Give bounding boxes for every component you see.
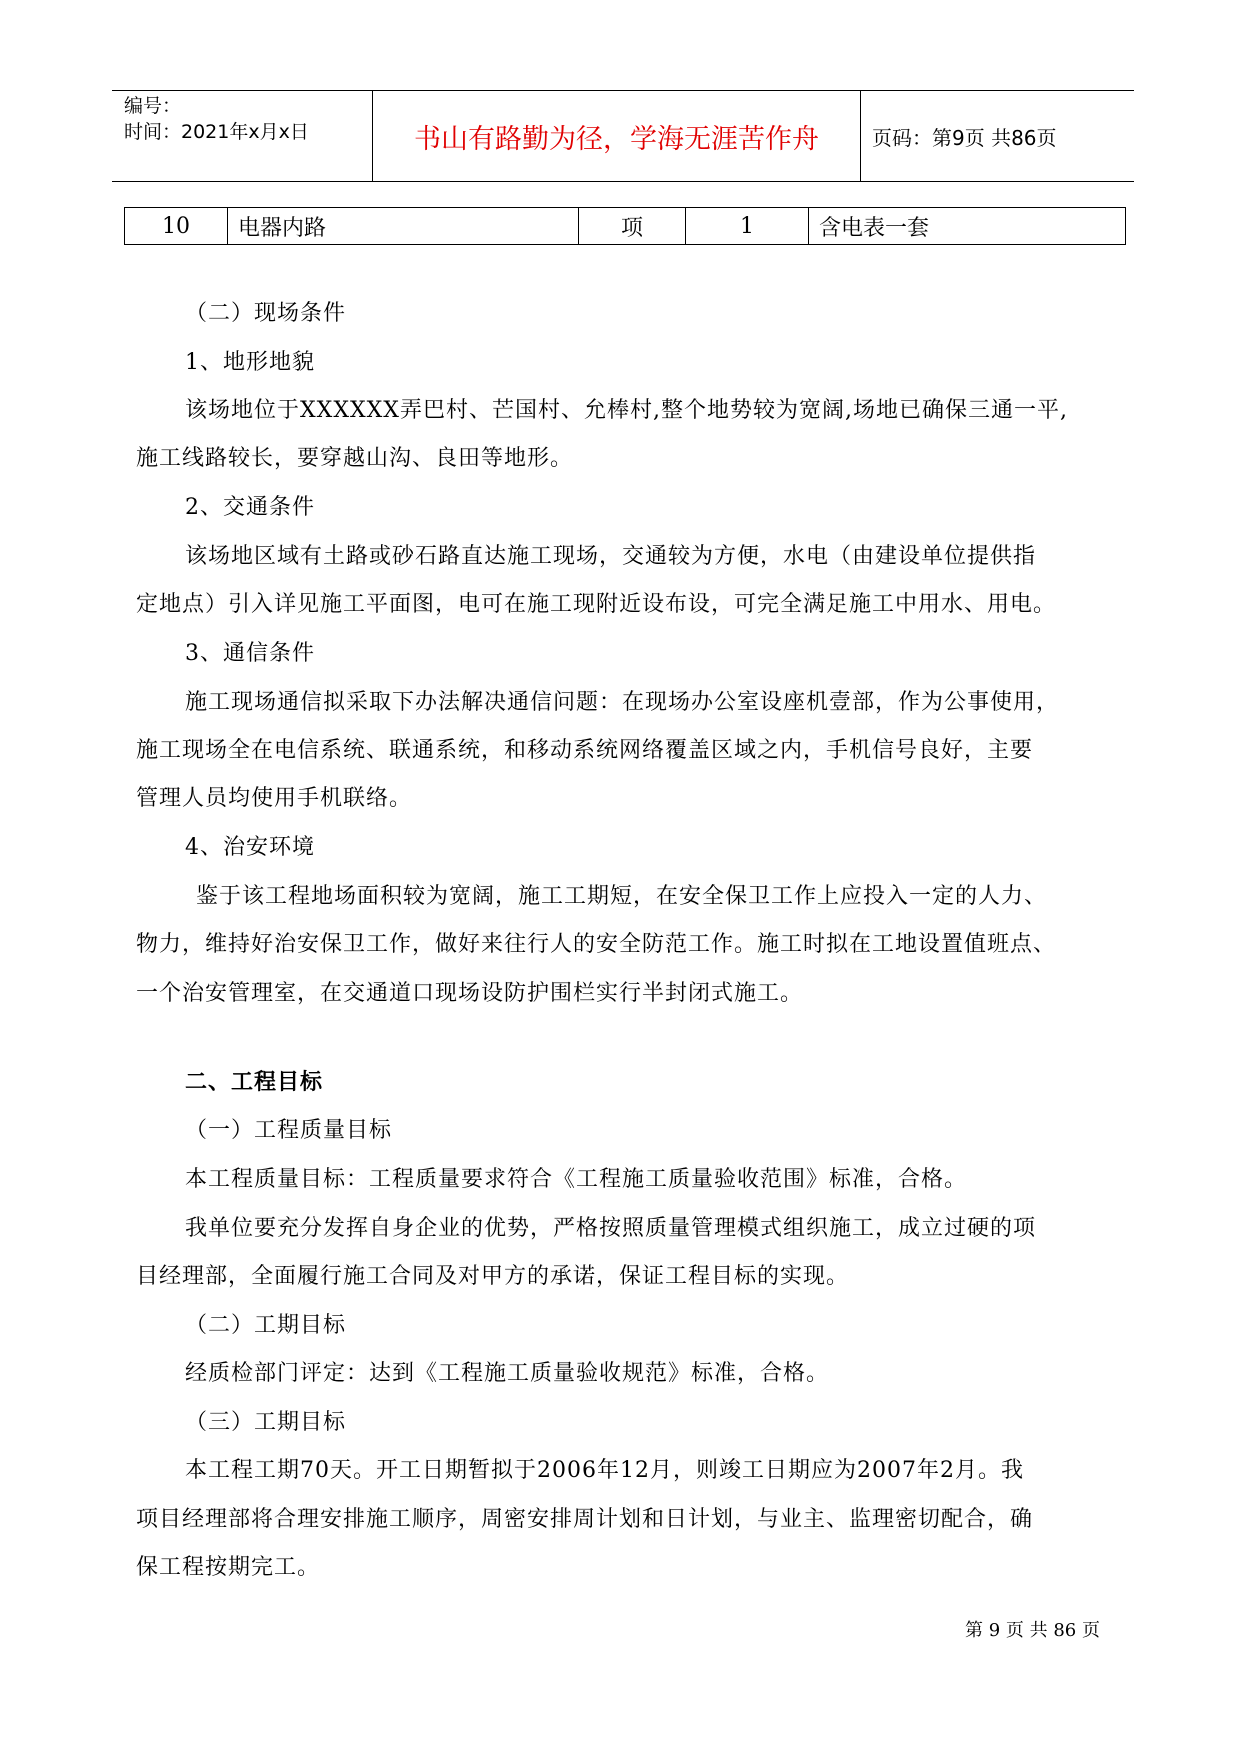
section-heading: 二、工程目标	[185, 1070, 324, 1095]
paragraph-line: 经质检部门评定：达到《工程施工质量验收规范》标准，合格。	[185, 1361, 830, 1386]
page-footer: 第 9 页 共 86 页	[965, 1620, 1100, 1641]
paragraph-line: 我单位要充分发挥自身企业的优势，严格按照质量管理模式组织施工，成立过硬的项	[185, 1216, 1037, 1241]
header-page-number: 页码：第9页 共86页	[872, 125, 1057, 150]
subsection-heading: （二）现场条件	[185, 301, 347, 326]
paragraph-line: 一个治安管理室，在交通道口现场设防护围栏实行半封闭式施工。	[136, 981, 804, 1006]
paragraph-line: 该场地位于XXXXXX弄巴村、芒国村、允棒村,整个地势较为宽阔,场地已确保三通一平,	[185, 398, 1068, 423]
table-cell-qty: 1	[686, 208, 809, 245]
paragraph-line: 定地点）引入详见施工平面图，电可在施工现附近设布设，可完全满足施工中用水、用电。	[136, 592, 1057, 617]
paragraph-line: 本工程质量目标：工程质量要求符合《工程施工质量验收范围》标准，合格。	[185, 1167, 968, 1192]
table-cell-name: 电器内路	[228, 208, 579, 245]
page-header	[112, 90, 1134, 182]
document-number-label: 编号：	[124, 95, 182, 117]
item-heading: 4、治安环境	[185, 835, 315, 860]
paragraph-line: 保工程按期完工。	[136, 1555, 321, 1580]
table-cell-unit: 项	[579, 208, 686, 245]
paragraph-line: 该场地区域有土路或砂石路直达施工现场，交通较为方便，水电（由建设单位提供指	[185, 544, 1037, 569]
header-divider	[860, 91, 861, 181]
paragraph-line: 施工现场通信拟采取下办法解决通信问题：在现场办公室设座机壹部，作为公事使用，	[185, 690, 1060, 715]
paragraph-line: 项目经理部将合理安排施工顺序，周密安排周计划和日计划，与业主、监理密切配合，确	[136, 1507, 1034, 1532]
subsection-heading: （三）工期目标	[185, 1410, 347, 1435]
paragraph-line: 鉴于该工程地场面积较为宽阔，施工工期短，在安全保卫工作上应投入一定的人力、	[196, 884, 1048, 909]
header-divider	[372, 91, 373, 181]
paragraph-line: 施工现场全在电信系统、联通系统，和移动系统网络覆盖区域之内，手机信号良好，主要	[136, 738, 1034, 763]
paragraph-line: 目经理部，全面履行施工合同及对甲方的承诺，保证工程目标的实现。	[136, 1264, 850, 1289]
paragraph-line: 物力，维持好治安保卫工作，做好来往行人的安全防范工作。施工时拟在工地设置值班点、	[136, 932, 1057, 957]
table-cell-remark: 含电表一套	[809, 208, 1126, 245]
document-date: 时间：2021年x月x日	[124, 121, 309, 143]
items-table	[124, 207, 1126, 245]
header-meta	[124, 93, 309, 145]
table-row	[125, 208, 1126, 245]
subsection-heading: （一）工程质量目标	[185, 1118, 393, 1143]
item-heading: 1、地形地貌	[185, 350, 315, 375]
header-motto: 书山有路勤为径，学海无涯苦作舟	[414, 123, 819, 155]
paragraph-line: 施工线路较长，要穿越山沟、良田等地形。	[136, 446, 574, 471]
table-cell-no: 10	[125, 208, 228, 245]
item-heading: 2、交通条件	[185, 495, 315, 520]
paragraph-line: 本工程工期70天。开工日期暂拟于2006年12月，则竣工日期应为2007年2月。我	[185, 1458, 1024, 1483]
item-heading: 3、通信条件	[185, 641, 315, 666]
subsection-heading: （二）工期目标	[185, 1313, 347, 1338]
paragraph-line: 管理人员均使用手机联络。	[136, 786, 413, 811]
